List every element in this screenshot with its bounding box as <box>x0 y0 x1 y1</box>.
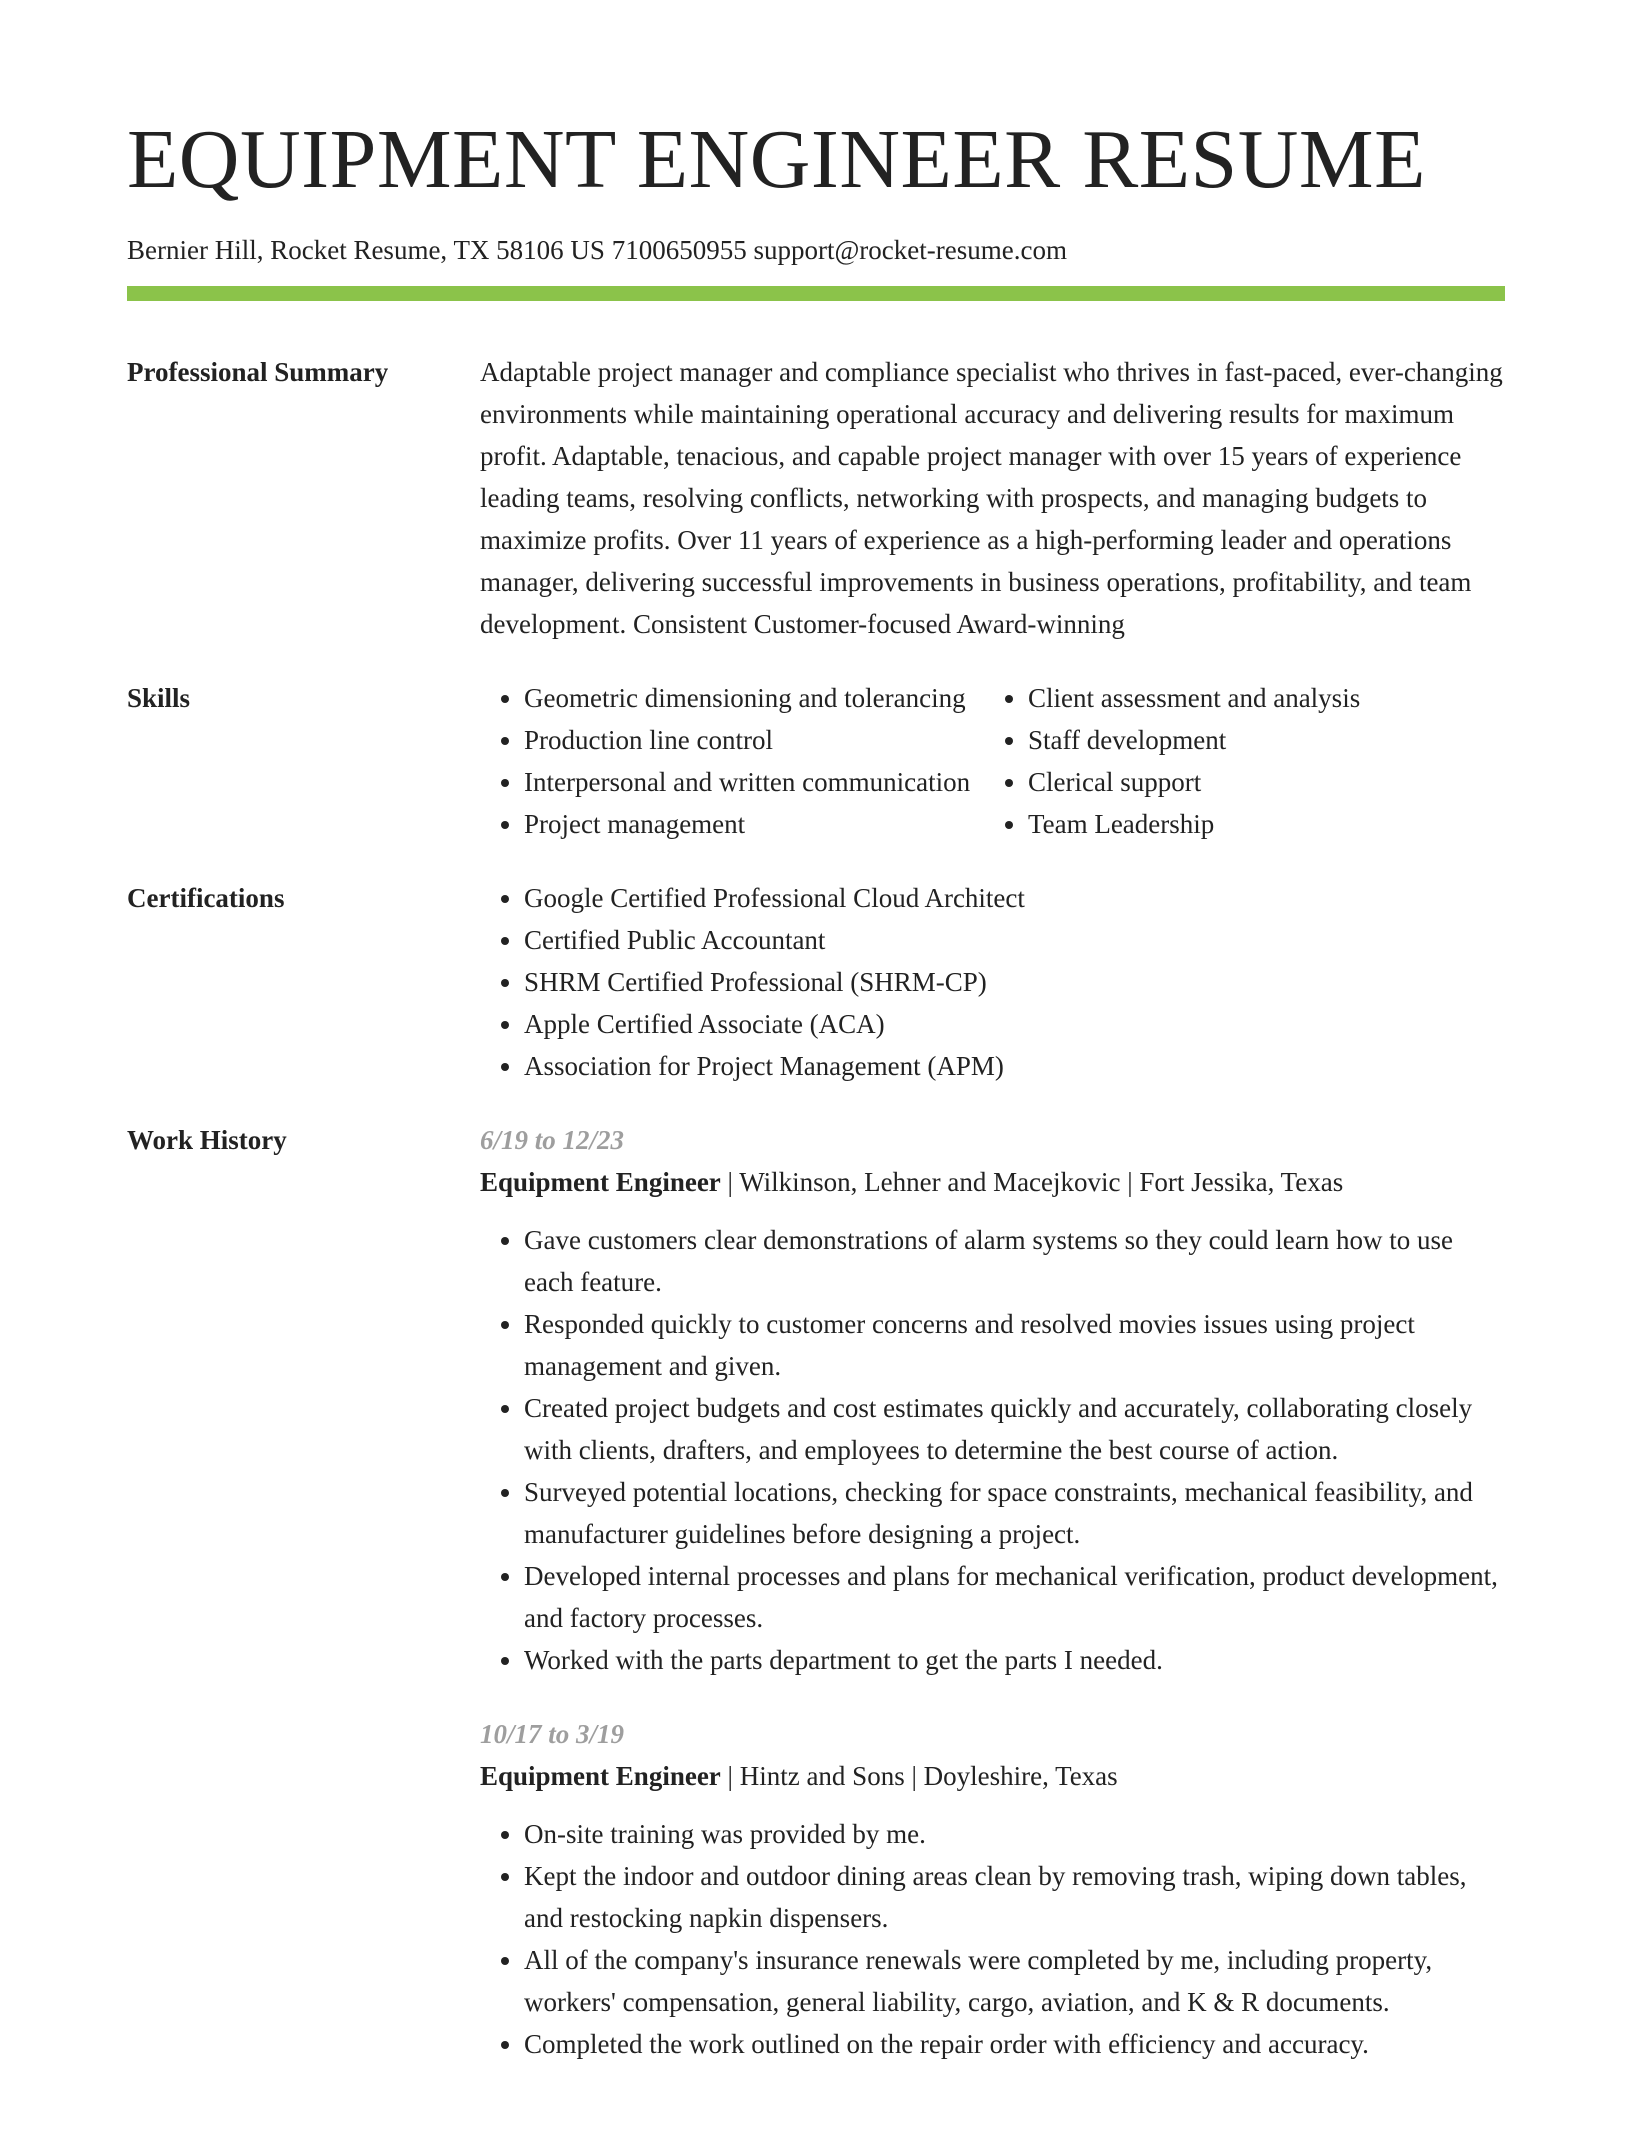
summary-section <box>127 351 1505 645</box>
skill-item: • Geometric dimensioning and tolerancing <box>524 677 984 719</box>
job-bullet: • Completed the work outlined on the repair order with efficiency and accuracy. <box>524 2023 1505 2065</box>
skill-item: • Interpersonal and written communication <box>524 761 984 803</box>
job-dates: 10/17 to 3/19 <box>480 1719 625 1749</box>
certification-item: • Association for Project Management (APM) <box>524 1045 1505 1087</box>
job-bullets <box>480 1219 1505 1681</box>
job-bullet: • Kept the indoor and outdoor dining areas clean by removing trash, wiping down tables, and restocking napkin dispensers. <box>524 1855 1505 1939</box>
skill-item: • Clerical support <box>1028 761 1532 803</box>
job-title: Equipment Engineer <box>480 1167 721 1197</box>
job-bullet: • Gave customers clear demonstrations of alarm systems so they could learn how to use each feature. <box>524 1219 1505 1303</box>
skills-heading: Skills <box>127 683 191 713</box>
accent-divider <box>127 286 1505 301</box>
certifications-section <box>127 877 1505 1087</box>
job-employer-location: | Wilkinson, Lehner and Macejkovic | Fort Jessika, Texas <box>720 1167 1344 1197</box>
skills-body <box>480 677 1532 845</box>
certification-item: • SHRM Certified Professional (SHRM-CP) <box>524 961 1505 1003</box>
summary-heading: Professional Summary <box>127 357 389 387</box>
skills-list-right <box>984 677 1532 845</box>
skill-item: • Client assessment and analysis <box>1028 677 1532 719</box>
job-bullet: • Responded quickly to customer concerns and resolved movies issues using project management and given. <box>524 1303 1505 1387</box>
summary-text: Adaptable project manager and compliance specialist who thrives in fast-paced, ever-changing environments while maintaining operational accuracy and delivering results for maximum profit. Adaptable, tenacious, and capable project manager with over 15 years of experience leading teams, resolving conflicts, networking with prospects, and managing budgets to maximize profits. Over 11 years of experience as a high-performing leader and operations manager, delivering successful improvements in business operations, profitability, and team development. Consistent Customer-focused Award-winning <box>480 357 1503 639</box>
job-employer-location: | Hintz and Sons | Doyleshire, Texas <box>720 1761 1118 1791</box>
job-bullet: • Surveyed potential locations, checking for space constraints, mechanical feasibility, and manufacturer guidelines before designing a project. <box>524 1471 1505 1555</box>
job-title: Equipment Engineer <box>480 1761 721 1791</box>
skills-list-left <box>480 677 984 845</box>
resume-title: EQUIPMENT ENGINEER RESUME <box>127 113 1426 206</box>
certification-item: • Apple Certified Associate (ACA) <box>524 1003 1505 1045</box>
job-bullets <box>480 1813 1505 2065</box>
resume-content <box>127 351 1505 2129</box>
skill-item: • Project management <box>524 803 984 845</box>
job-heading-line <box>480 1161 1505 1203</box>
skill-item: • Staff development <box>1028 719 1532 761</box>
work-history-section <box>127 1119 1505 2097</box>
skills-section <box>127 677 1505 845</box>
job-bullet: • Created project budgets and cost estimates quickly and accurately, collaborating closely with clients, drafters, and employees to determine the best course of action. <box>524 1387 1505 1471</box>
certification-item: • Certified Public Accountant <box>524 919 1505 961</box>
work-history-heading: Work History <box>127 1125 287 1155</box>
certifications-list <box>480 877 1505 1087</box>
work-history-body <box>480 1119 1505 2097</box>
certifications-body <box>480 877 1505 1087</box>
skill-item: • Team Leadership <box>1028 803 1532 845</box>
certification-item: • Google Certified Professional Cloud Architect <box>524 877 1505 919</box>
job-dates: 6/19 to 12/23 <box>480 1125 625 1155</box>
job-bullet: • All of the company's insurance renewals were completed by me, including property, workers' compensation, general liability, cargo, aviation, and K & R documents. <box>524 1939 1505 2023</box>
certifications-heading: Certifications <box>127 883 285 913</box>
job-entry <box>480 1119 1505 1681</box>
job-bullet: • On-site training was provided by me. <box>524 1813 1505 1855</box>
job-bullet: • Worked with the parts department to get the parts I needed. <box>524 1639 1505 1681</box>
job-heading-line <box>480 1755 1505 1797</box>
job-entry <box>480 1713 1505 2065</box>
job-bullet: • Developed internal processes and plans for mechanical verification, product development, and factory processes. <box>524 1555 1505 1639</box>
skill-item: • Production line control <box>524 719 984 761</box>
summary-body <box>480 351 1505 645</box>
contact-line: Bernier Hill, Rocket Resume, TX 58106 US 7100650955 support@rocket-resume.com <box>127 235 1067 265</box>
